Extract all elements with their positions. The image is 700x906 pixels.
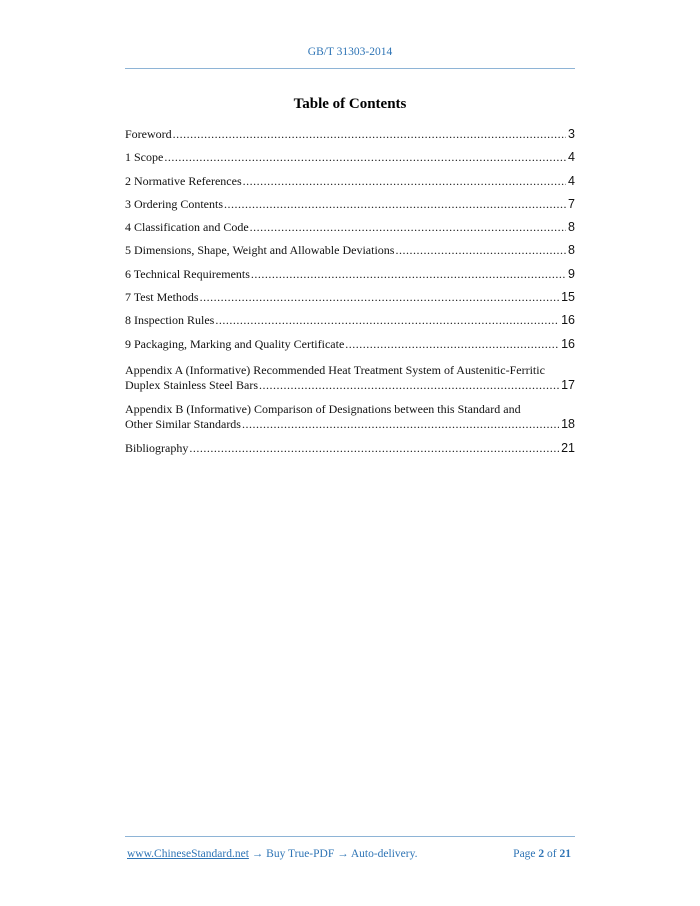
- toc-leader-dots: [243, 174, 566, 189]
- toc-entry-label: 2 Normative References: [125, 173, 242, 188]
- toc-entry-foreword[interactable]: [125, 127, 575, 150]
- toc-leader-dots: [395, 243, 566, 258]
- toc-heading: Table of Contents: [293, 96, 407, 112]
- toc-leader-dots: [173, 127, 566, 142]
- toc-leader-dots: [251, 267, 566, 282]
- toc-entry-page: 15: [561, 290, 575, 305]
- toc-entry-label: 1 Scope: [125, 150, 164, 165]
- toc-leader-dots: [250, 220, 566, 235]
- toc-entry-page: 9: [568, 266, 575, 281]
- page-label: Page: [513, 848, 536, 860]
- header-divider: [125, 68, 575, 69]
- toc-entry-technical-requirements[interactable]: [125, 267, 575, 290]
- toc-leader-dots: [215, 313, 559, 328]
- page-of-label: of: [547, 848, 557, 860]
- toc-entry-label: 8 Inspection Rules: [125, 313, 215, 328]
- toc-entry-scope[interactable]: [125, 150, 575, 173]
- toc-entry-dimensions[interactable]: [125, 243, 575, 266]
- page-current: 2: [538, 848, 545, 860]
- toc-entry-ordering-contents[interactable]: [125, 197, 575, 220]
- toc-entry-inspection-rules[interactable]: [125, 313, 575, 336]
- toc-entry-label: 9 Packaging, Marking and Quality Certificate: [125, 336, 345, 351]
- header-doc-code: GB/T 31303-2014: [307, 46, 393, 58]
- toc-entry-label-line2: Other Similar Standards: [125, 417, 241, 432]
- toc-entry-normative-references[interactable]: [125, 174, 575, 197]
- toc-entry-label-line1: Appendix B (Informative) Comparison of Designations between this Standard and: [125, 401, 521, 416]
- toc-leader-dots: [224, 197, 566, 212]
- toc-entry-label: 7 Test Methods: [125, 290, 199, 305]
- page-number: [513, 848, 571, 860]
- toc-entry-label-line1: Appendix A (Informative) Recommended Heat Treatment System of Austenitic-Ferritic: [125, 362, 545, 377]
- toc-entry-page: 8: [568, 243, 575, 258]
- toc-entry-page: 16: [561, 336, 575, 351]
- toc-entry-label: Foreword: [125, 127, 172, 141]
- toc-leader-dots: [242, 417, 559, 433]
- toc-entry-bibliography[interactable]: [125, 441, 575, 464]
- toc-leader-dots: [200, 290, 559, 305]
- toc-entry-page: 21: [561, 440, 575, 455]
- toc-leader-dots: [189, 441, 559, 456]
- toc-entry-appendix-a[interactable]: [125, 363, 575, 394]
- toc-entry-classification[interactable]: [125, 220, 575, 243]
- toc-entry-page: 4: [568, 150, 575, 165]
- toc-entry-page: 8: [568, 220, 575, 235]
- toc-entry-label: Bibliography: [125, 440, 189, 455]
- toc-entry-label: 4 Classification and Code: [125, 220, 249, 235]
- footer-tagline: → Buy True-PDF → Auto-delivery.: [248, 848, 418, 860]
- page-total: 21: [559, 848, 571, 860]
- toc-entry-label: 5 Dimensions, Shape, Weight and Allowable Deviations: [125, 243, 395, 258]
- toc-entry-label: 6 Technical Requirements: [125, 266, 250, 281]
- footer-divider: [125, 836, 575, 837]
- toc-leader-dots: [259, 378, 559, 394]
- toc-entry-appendix-b[interactable]: [125, 402, 575, 433]
- footer-promo: [127, 848, 417, 860]
- toc-entry-label-line2: Duplex Stainless Steel Bars: [125, 378, 258, 393]
- toc-leader-dots: [345, 337, 559, 352]
- toc-entry-page: 7: [568, 196, 575, 211]
- toc-entry-page: 4: [568, 173, 575, 188]
- toc-entry-page: 18: [561, 417, 575, 432]
- table-of-contents: [125, 127, 575, 464]
- toc-entry-label: 3 Ordering Contents: [125, 196, 223, 211]
- toc-entry-page: 3: [568, 127, 575, 141]
- toc-entry-page: 16: [561, 313, 575, 328]
- toc-leader-dots: [164, 150, 566, 165]
- toc-entry-page: 17: [561, 378, 575, 393]
- website-link[interactable]: www.ChineseStandard.net: [127, 848, 249, 860]
- toc-entry-packaging[interactable]: [125, 337, 575, 360]
- toc-entry-test-methods[interactable]: [125, 290, 575, 313]
